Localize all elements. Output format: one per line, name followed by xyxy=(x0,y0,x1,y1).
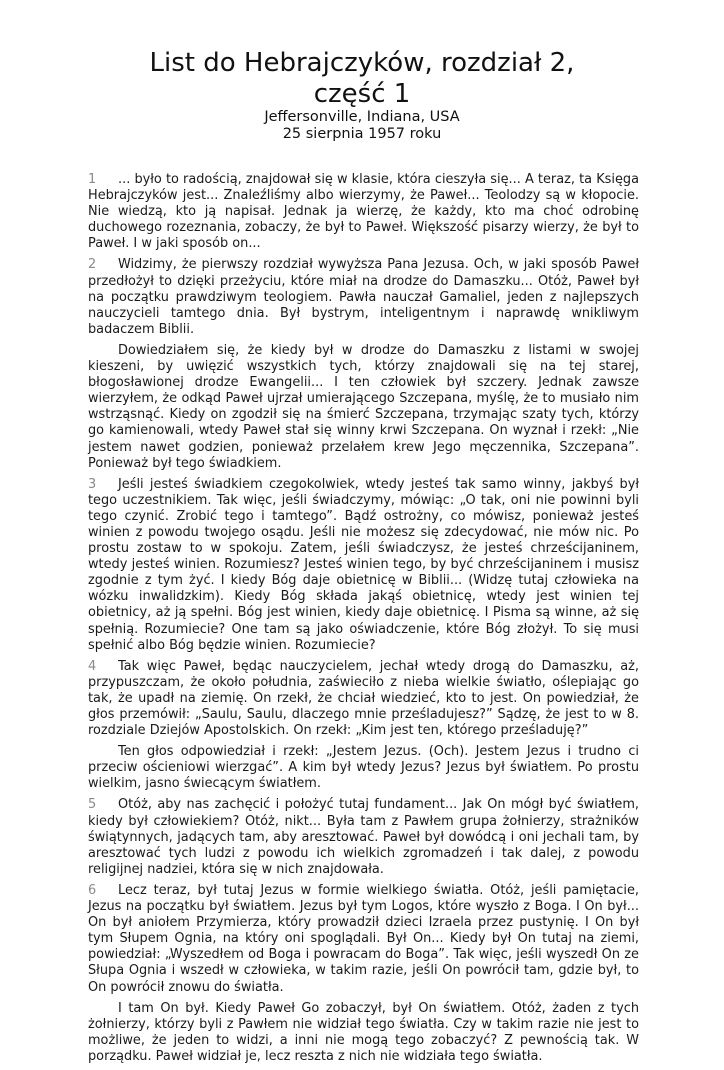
paragraph-text: Otóż, aby nas zachęcić i położyć tutaj fundament... Jak On mógł być światłem, kiedy był człowiekiem? Otóż, nikt... Była tam z Pawłem grupa żołnierzy, strażników świątynnych, jadących tam, aby aresztować. Paweł był dowódcą i oni jechali tam, by aresztować tych ludzi z powodu ich wielkich zgromadzeń i tak dalej, z powodu religijnej nadziei, która się w nich znajdowała. xyxy=(88,797,639,877)
paragraph-5 xyxy=(88,797,639,877)
paragraph-3 xyxy=(88,477,639,654)
paragraph-4-continued xyxy=(88,744,639,792)
paragraph-6-continued xyxy=(88,1001,639,1065)
paragraph-1 xyxy=(88,172,639,252)
paragraph-number: 4 xyxy=(88,658,97,674)
paragraph-number: 1 xyxy=(88,172,97,187)
paragraph-text: Widzimy, że pierwszy rozdział wywyższa Pana Jezusa. Och, w jaki sposób Paweł przedłożył to dzięki przeżyciu, które miał na drodze do Damaszku... Otóż, Paweł był na początku prawdziwym teologiem. Pawła nauczał Gamaliel, jeden z najlepszych nauczycieli tamtego dnia. Był bystrym, inteligentnym i naprawdę wnikliwym badaczem Biblii. xyxy=(88,257,639,337)
paragraph-number: 5 xyxy=(88,797,97,813)
paragraph-4 xyxy=(88,659,639,739)
paragraph-text: Tak więc Paweł, będąc nauczycielem, jechał wtedy drogą do Damaszku, aż, przypuszczam, że około południa, zaświeciło z nieba wielkie światło, oślepiając go tak, że upadł na ziemię. On rzekł, że chciał wiedzieć, kto to jest. On powiedział, że głos przemówił: „Saulu, Saulu, dlaczego mnie prześladujesz?” Sądzę, że jest to w 8. rozdziale Dziejów Apostolskich. On rzekł: „Kim jest ten, którego prześladuję?” xyxy=(88,658,639,739)
paragraph-text: Dowiedziałem się, że kiedy był w drodze do Damaszku z listami w swojej kieszeni, by uwięzić wszystkich tych, którzy znajdowali się na tej starej, błogosławionej drodze Ewangelii... I ten człowiek był szczery. Jednak zawsze wierzyłem, że odkąd Paweł ujrzał umierającego Szczepana, myślę, że to musiało nim wstrząsnąć. Kiedy on zgodził się na śmierć Szczepana, trzymając szaty tych, którzy go kamienowali, wtedy Paweł stał się winny krwi Szczepana. On wyznał i rzekł: „Nie jestem nawet godzien, ponieważ przelałem krew Jego męczennika, Szczepana”. Ponieważ był tego świadkiem. xyxy=(88,342,639,471)
paragraph-2 xyxy=(88,257,639,337)
paragraph-6 xyxy=(88,883,639,996)
paragraph-number: 2 xyxy=(88,257,97,273)
paragraph-2-continued xyxy=(88,343,639,472)
paragraph-text: Ten głos odpowiedział i rzekł: „Jestem Jezus. (Och). Jestem Jezus i trudno ci przeciw ościeniowi wierzgać”. A kim był wtedy Jezus? Jezus był światłem. Po prostu wielkim, jasno świecącym światłem. xyxy=(88,744,639,792)
paragraph-number: 3 xyxy=(88,476,97,492)
paragraph-text: I tam On był. Kiedy Paweł Go zobaczył, był On światłem. Otóż, żaden z tych żołnierzy, którzy byli z Pawłem nie widział tego światła. Czy w takim razie nie jest to możliwe, że jeden to widzi, a inni nie mogą tego zobaczyć? Z pewnością tak. W porządku. Paweł widział je, lecz reszta z nich nie widziała tego światła. xyxy=(88,1000,639,1064)
paragraph-text: Lecz teraz, był tutaj Jezus w formie wielkiego światła. Otóż, jeśli pamiętacie, Jezus na początku był światłem. Jezus był tym Logos, które wyszło z Boga. I On był... On był aniołem Przymierza, który prowadził dzieci Izraela przez pustynię. I On był tym Słupem Ognia, na który oni spoglądali. Był On... Kiedy był On tutaj na ziemi, powiedział: „Wyszedłem od Boga i powracam do Boga”. Tak więc, jeśli wyszedł On ze Słupa Ognia i wszedł w człowieka, w takim razie, jeśli On powrócił tam, gdzie był, to On powrócił znowu do światła. xyxy=(88,882,639,995)
location-line: Jeffersonville, Indiana, USA xyxy=(264,109,460,125)
document-title: List do Hebrajczyków, rozdział 2, xyxy=(149,48,575,78)
paragraph-text: ... było to radością, znajdował się w klasie, która cieszyła się... A teraz, ta Księga Hebrajczyków jest... Znaleźliśmy albo wierzymy, że Paweł... Teolodzy są w kłopocie. Nie wiedzą, kto ją napisał. Jednak ja wierzę, że każdy, kto ma choć odrobinę duchowego rozeznania, zobaczy, że był to Paweł. Większość pisarzy wierzy, że był to Paweł. I w jaki sposób on... xyxy=(88,172,639,252)
paragraph-number: 6 xyxy=(88,882,97,898)
document-body xyxy=(88,172,639,1070)
date-line: 25 sierpnia 1957 roku xyxy=(282,126,442,142)
paragraph-text: Jeśli jesteś świadkiem czegokolwiek, wtedy jesteś tak samo winny, jakbyś był tego uczestnikiem. Tak więc, jeśli świadczymy, mówiąc: „O tak, oni nie powinni byli tego czynić. Zrobić tego i tamtego”. Bądź ostrożny, co mówisz, ponieważ jesteś winien z powodu twojego osądu. Jeśli nie możesz się zdecydować, nie mów nic. Po prostu zostaw to w spokoju. Zatem, jeśli świadczysz, że jesteś chrześcijaninem, wtedy jesteś winien. Rozumiesz? Jesteś winien tego, by być chrześcijaninem i musisz zgodnie z tym żyć. I kiedy Bóg daje obietnicę w Biblii... (Widzę tutaj człowieka na wózku inwalidzkim). Kiedy Bóg składa jakąś obietnicę, wtedy jest winien tej obietnicy, aż ją spełni. Bóg jest winien, kiedy daje obietnicę. I Pisma są winne, aż się spełnią. Rozumiecie? One tam są jako oświadczenie, które Bóg złożył. To się musi spełnić albo Bóg będzie winien. Rozumiecie? xyxy=(88,476,639,653)
document-title-continued: część 1 xyxy=(313,79,411,109)
